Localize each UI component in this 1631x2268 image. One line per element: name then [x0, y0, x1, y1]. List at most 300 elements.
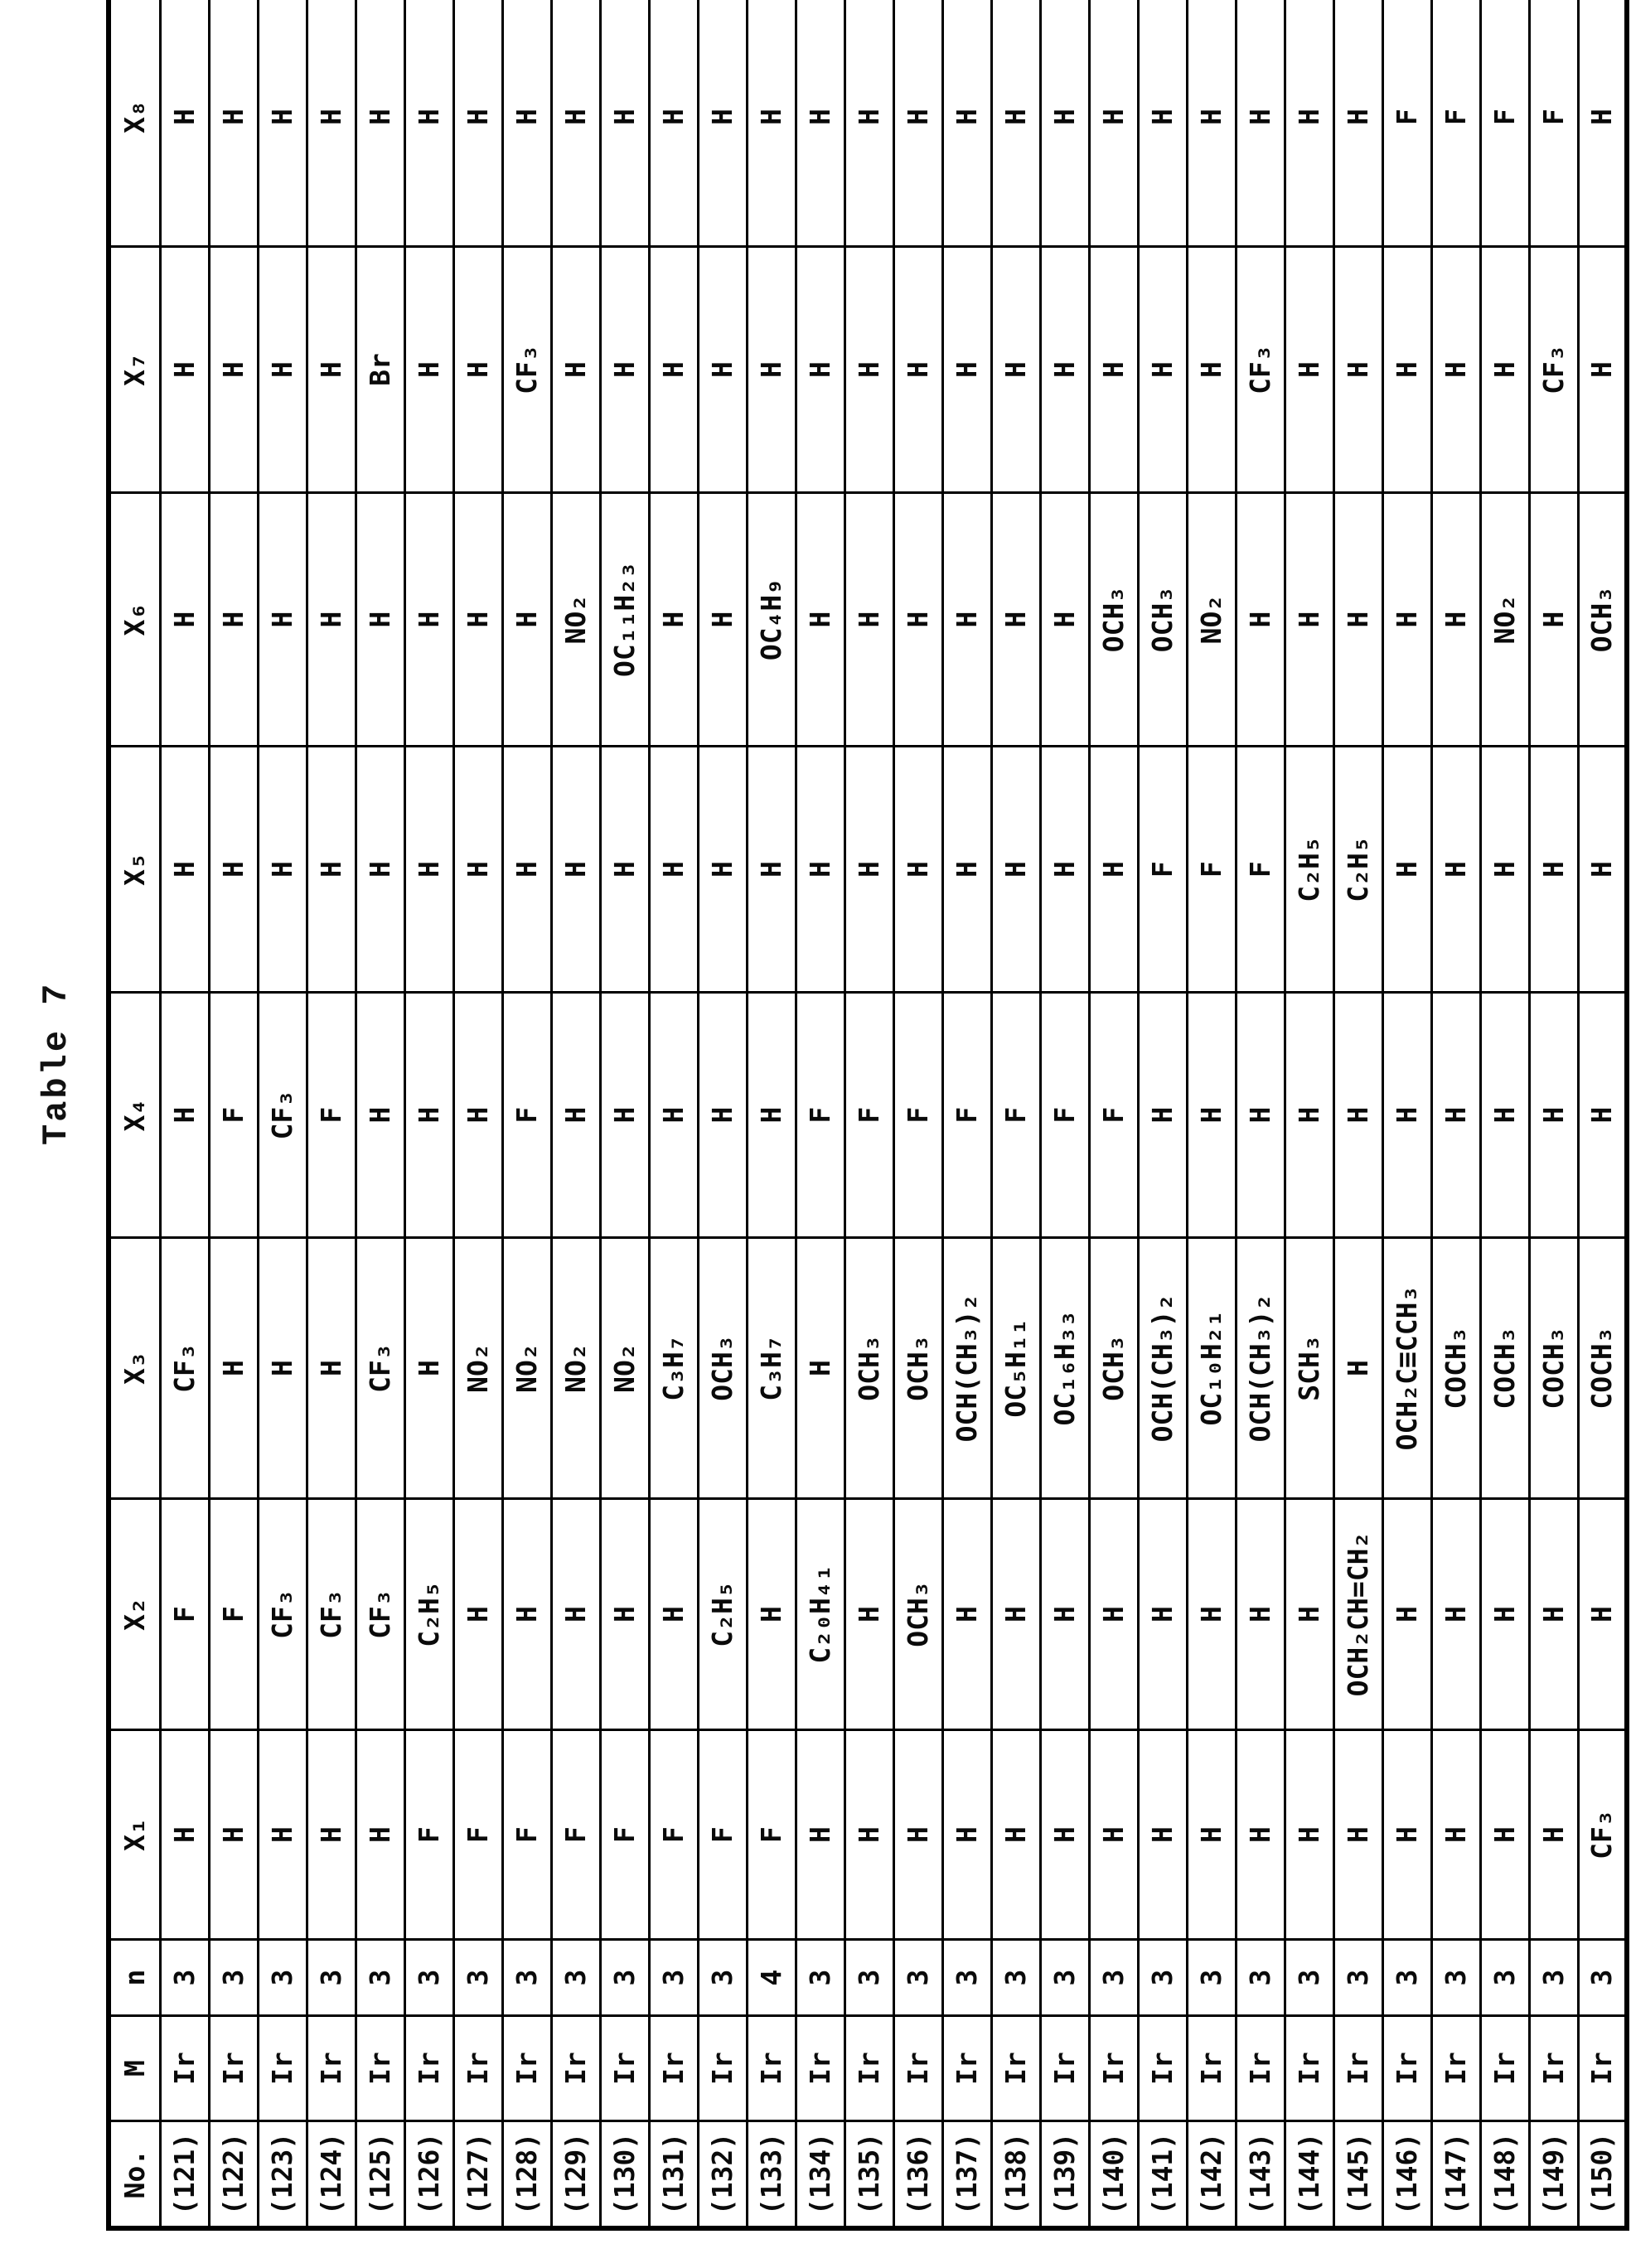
table-cell: H	[209, 0, 258, 247]
table-cell: (143)	[1236, 2121, 1285, 2229]
table-cell: F	[698, 1730, 747, 1940]
table-cell: OCH(CH₃)₂	[1138, 1238, 1187, 1499]
table-cell: 3	[404, 1940, 453, 2016]
table-row	[747, 0, 796, 2228]
table-cell: H	[258, 1730, 307, 1940]
table-cell: H	[796, 1238, 845, 1499]
table-cell: (145)	[1333, 2121, 1382, 2229]
table-row	[502, 0, 551, 2228]
table-cell: H	[307, 247, 356, 493]
table-caption: Table 7	[36, 981, 76, 1145]
table-cell: H	[796, 247, 845, 493]
table-cell: OC₄H₉	[747, 493, 796, 747]
table-cell: H	[845, 1730, 893, 1940]
table-cell: Ir	[942, 2016, 991, 2121]
table-cell: F	[845, 993, 893, 1238]
table-cell: OCH(CH₃)₂	[1236, 1238, 1285, 1499]
table-cell: H	[1382, 493, 1431, 747]
table-cell: H	[258, 247, 307, 493]
table-cell: H	[1578, 747, 1627, 993]
table-cell: F	[796, 993, 845, 1238]
table-cell: H	[160, 993, 209, 1238]
table-cell: H	[1089, 247, 1138, 493]
table-cell: C₂H₅	[1285, 747, 1333, 993]
compound-substituent-table	[106, 0, 1629, 2231]
table-cell: H	[356, 0, 404, 247]
table-cell: H	[747, 747, 796, 993]
table-cell: NO₂	[1480, 493, 1529, 747]
table-cell: H	[893, 0, 942, 247]
table-cell: H	[453, 1499, 502, 1730]
column-header: X₃	[109, 1238, 160, 1499]
table-cell: Ir	[1285, 2016, 1333, 2121]
table-cell: CF₃	[258, 1499, 307, 1730]
table-cell: H	[551, 0, 600, 247]
table-cell: H	[991, 247, 1040, 493]
table-cell: H	[160, 1730, 209, 1940]
table-cell: H	[1480, 1499, 1529, 1730]
table-cell: Ir	[698, 2016, 747, 2121]
table-cell: H	[1431, 493, 1480, 747]
table-cell: H	[404, 1238, 453, 1499]
table-cell: H	[1089, 0, 1138, 247]
table-cell: H	[942, 247, 991, 493]
table-cell: H	[1333, 0, 1382, 247]
table-cell: H	[796, 493, 845, 747]
table-cell: H	[453, 747, 502, 993]
table-cell: Ir	[1236, 2016, 1285, 2121]
table-row	[796, 0, 845, 2228]
table-cell: F	[1089, 993, 1138, 1238]
table-cell: OCH₃	[1089, 493, 1138, 747]
table-cell: OC₁₆H₃₃	[1040, 1238, 1089, 1499]
table-cell: OCH₃	[1138, 493, 1187, 747]
table-cell: H	[1382, 993, 1431, 1238]
table-cell: C₂H₅	[1333, 747, 1382, 993]
table-cell: H	[1529, 993, 1578, 1238]
table-cell: H	[1285, 993, 1333, 1238]
table-cell: H	[600, 993, 649, 1238]
table-cell: H	[1333, 493, 1382, 747]
table-cell: F	[502, 993, 551, 1238]
table-cell: H	[845, 493, 893, 747]
table-cell: H	[845, 0, 893, 247]
table-cell: H	[356, 1730, 404, 1940]
table-cell: H	[160, 247, 209, 493]
table-cell: H	[1382, 747, 1431, 993]
table-cell: H	[1138, 1499, 1187, 1730]
table-cell: H	[698, 0, 747, 247]
table-cell: (134)	[796, 2121, 845, 2229]
table-cell: (147)	[1431, 2121, 1480, 2229]
table-row	[1382, 0, 1431, 2228]
table-row	[991, 0, 1040, 2228]
table-cell: CF₃	[1529, 247, 1578, 493]
table-cell: (121)	[160, 2121, 209, 2229]
table-cell: OCH₃	[893, 1238, 942, 1499]
table-row	[1578, 0, 1627, 2228]
table-cell: H	[942, 1499, 991, 1730]
table-cell: F	[1236, 747, 1285, 993]
table-cell: (144)	[1285, 2121, 1333, 2229]
table-row	[698, 0, 747, 2228]
table-cell: H	[942, 493, 991, 747]
table-cell: F	[942, 993, 991, 1238]
table-cell: C₃H₇	[747, 1238, 796, 1499]
table-cell: H	[893, 247, 942, 493]
table-cell: H	[1578, 247, 1627, 493]
table-cell: H	[1529, 1730, 1578, 1940]
table-cell: 3	[160, 1940, 209, 2016]
table-cell: OCH₃	[698, 1238, 747, 1499]
table-cell: H	[404, 493, 453, 747]
table-cell: (149)	[1529, 2121, 1578, 2229]
table-cell: CF₃	[307, 1499, 356, 1730]
table-cell: (137)	[942, 2121, 991, 2229]
table-cell: (127)	[453, 2121, 502, 2229]
table-cell: H	[942, 1730, 991, 1940]
table-cell: 3	[258, 1940, 307, 2016]
table-cell: H	[991, 493, 1040, 747]
table-cell: Ir	[893, 2016, 942, 2121]
table-cell: 3	[698, 1940, 747, 2016]
table-cell: CF₃	[1578, 1730, 1627, 1940]
table-row	[1089, 0, 1138, 2228]
table-cell: (146)	[1382, 2121, 1431, 2229]
table-cell: NO₂	[453, 1238, 502, 1499]
table-cell: Ir	[600, 2016, 649, 2121]
table-cell: H	[307, 1730, 356, 1940]
table-cell: H	[600, 747, 649, 993]
table-cell: Ir	[1333, 2016, 1382, 2121]
table-cell: F	[209, 993, 258, 1238]
table-row	[942, 0, 991, 2228]
table-cell: (133)	[747, 2121, 796, 2229]
table-cell: 3	[1529, 1940, 1578, 2016]
table-cell: COCH₃	[1578, 1238, 1627, 1499]
table-cell: H	[600, 0, 649, 247]
table-cell: (142)	[1187, 2121, 1236, 2229]
table-cell: H	[1187, 993, 1236, 1238]
table-cell: Ir	[845, 2016, 893, 2121]
table-cell: H	[600, 1499, 649, 1730]
table-cell: H	[1285, 247, 1333, 493]
table-row	[160, 0, 209, 2228]
table-row	[307, 0, 356, 2228]
table-row	[453, 0, 502, 2228]
table-cell: H	[1480, 747, 1529, 993]
table-cell: H	[1431, 1499, 1480, 1730]
column-header: X₂	[109, 1499, 160, 1730]
table-cell: H	[258, 747, 307, 993]
table-cell: Br	[356, 247, 404, 493]
table-cell: H	[1529, 1499, 1578, 1730]
table-cell: CF₃	[1236, 247, 1285, 493]
column-header: X₆	[109, 493, 160, 747]
table-cell: F	[307, 993, 356, 1238]
table-cell: H	[747, 993, 796, 1238]
table-cell: CF₃	[160, 1238, 209, 1499]
table-cell: H	[1480, 993, 1529, 1238]
table-cell: OCH₂CH=CH₂	[1333, 1499, 1382, 1730]
table-cell: F	[991, 993, 1040, 1238]
table-cell: H	[1431, 247, 1480, 493]
table-cell: H	[1578, 1499, 1627, 1730]
table-cell: H	[1529, 493, 1578, 747]
table-cell: 3	[1187, 1940, 1236, 2016]
table-cell: 3	[356, 1940, 404, 2016]
table-cell: H	[1040, 1499, 1089, 1730]
table-cell: OC₅H₁₁	[991, 1238, 1040, 1499]
table-cell: H	[796, 0, 845, 247]
table-cell: H	[649, 0, 698, 247]
table-cell: H	[404, 247, 453, 493]
table-cell: Ir	[1382, 2016, 1431, 2121]
table-cell: H	[1285, 1499, 1333, 1730]
table-cell: 3	[845, 1940, 893, 2016]
table-cell: H	[258, 1238, 307, 1499]
table-cell: 3	[1138, 1940, 1187, 2016]
table-cell: F	[551, 1730, 600, 1940]
table-cell: Ir	[1089, 2016, 1138, 2121]
table-cell: H	[160, 493, 209, 747]
table-cell: H	[1040, 493, 1089, 747]
table-row	[258, 0, 307, 2228]
table-cell: H	[649, 247, 698, 493]
table-cell: 3	[453, 1940, 502, 2016]
table-cell: H	[551, 993, 600, 1238]
table-cell: H	[356, 993, 404, 1238]
table-cell: Ir	[1578, 2016, 1627, 2121]
table-cell: 3	[1431, 1940, 1480, 2016]
table-cell: H	[1089, 747, 1138, 993]
table-cell: (130)	[600, 2121, 649, 2229]
table-cell: H	[600, 247, 649, 493]
table-cell: H	[453, 493, 502, 747]
table-cell: H	[796, 747, 845, 993]
table-cell: (138)	[991, 2121, 1040, 2229]
table-cell: F	[1187, 747, 1236, 993]
table-cell: H	[1333, 1730, 1382, 1940]
table-cell: H	[1285, 1730, 1333, 1940]
table-cell: 3	[1382, 1940, 1431, 2016]
header-row	[109, 0, 160, 2228]
table-cell: H	[209, 493, 258, 747]
table-cell: H	[991, 0, 1040, 247]
table-cell: H	[1138, 247, 1187, 493]
table-cell: CF₃	[356, 1238, 404, 1499]
table-row	[1040, 0, 1089, 2228]
table-cell: H	[1236, 0, 1285, 247]
table-cell: H	[258, 0, 307, 247]
table-cell: H	[551, 747, 600, 993]
table-cell: H	[845, 1499, 893, 1730]
table-cell: C₂H₅	[698, 1499, 747, 1730]
table-cell: CF₃	[502, 247, 551, 493]
table-cell: SCH₃	[1285, 1238, 1333, 1499]
table-cell: H	[1089, 1730, 1138, 1940]
table-cell: Ir	[649, 2016, 698, 2121]
table-cell: H	[942, 0, 991, 247]
column-header: X₈	[109, 0, 160, 247]
table-cell: H	[1040, 0, 1089, 247]
table-row	[845, 0, 893, 2228]
table-cell: H	[893, 493, 942, 747]
table-cell: C₂H₅	[404, 1499, 453, 1730]
table-cell: (135)	[845, 2121, 893, 2229]
table-cell: H	[942, 747, 991, 993]
table-cell: F	[1480, 0, 1529, 247]
table-cell: (122)	[209, 2121, 258, 2229]
table-cell: F	[600, 1730, 649, 1940]
table-cell: H	[209, 247, 258, 493]
table-cell: H	[649, 993, 698, 1238]
table-cell: Ir	[356, 2016, 404, 2121]
table-cell: Ir	[1480, 2016, 1529, 2121]
table-cell: (126)	[404, 2121, 453, 2229]
table-cell: H	[893, 1730, 942, 1940]
table-cell: H	[649, 1499, 698, 1730]
table-cell: H	[1285, 493, 1333, 747]
table-cell: H	[1236, 493, 1285, 747]
table-cell: OCH₃	[1578, 493, 1627, 747]
table-cell: H	[1431, 747, 1480, 993]
table-cell: OCH₂C≡CCH₃	[1382, 1238, 1431, 1499]
table-cell: 3	[1040, 1940, 1089, 2016]
table-cell: H	[1333, 1238, 1382, 1499]
table-cell: H	[1480, 1730, 1529, 1940]
table-cell: F	[1382, 0, 1431, 247]
table-cell: (125)	[356, 2121, 404, 2229]
table-cell: H	[307, 0, 356, 247]
table-cell: H	[307, 747, 356, 993]
table-cell: OC₁₁H₂₃	[600, 493, 649, 747]
table-cell: H	[209, 1238, 258, 1499]
table-cell: H	[1382, 1499, 1431, 1730]
table-cell: Ir	[160, 2016, 209, 2121]
table-cell: (129)	[551, 2121, 600, 2229]
table-cell: Ir	[404, 2016, 453, 2121]
rotated-table-inner	[106, 18, 1623, 2231]
table-cell: H	[551, 1499, 600, 1730]
table-cell: NO₂	[502, 1238, 551, 1499]
table-cell: 3	[649, 1940, 698, 2016]
table-cell: COCH₃	[1480, 1238, 1529, 1499]
table-cell: H	[160, 0, 209, 247]
table-cell: C₂₀H₄₁	[796, 1499, 845, 1730]
table-row	[1529, 0, 1578, 2228]
table-row	[1138, 0, 1187, 2228]
table-cell: H	[1040, 1730, 1089, 1940]
table-cell: F	[1529, 0, 1578, 247]
table-cell: H	[1040, 747, 1089, 993]
table-cell: 3	[796, 1940, 845, 2016]
table-body	[160, 0, 1627, 2228]
table-cell: H	[1187, 1499, 1236, 1730]
table-cell: H	[1431, 1730, 1480, 1940]
table-cell: H	[1138, 0, 1187, 247]
table-cell: NO₂	[600, 1238, 649, 1499]
table-cell: F	[160, 1499, 209, 1730]
table-cell: H	[1578, 993, 1627, 1238]
table-cell: (123)	[258, 2121, 307, 2229]
table-cell: H	[649, 747, 698, 993]
table-cell: H	[1382, 1730, 1431, 1940]
table-cell: 3	[551, 1940, 600, 2016]
table-cell: H	[356, 493, 404, 747]
table-row	[356, 0, 404, 2228]
table-cell: Ir	[502, 2016, 551, 2121]
table-cell: H	[502, 493, 551, 747]
table-cell: F	[747, 1730, 796, 1940]
table-cell: H	[1089, 1499, 1138, 1730]
table-cell: F	[1040, 993, 1089, 1238]
table-cell: H	[160, 747, 209, 993]
table-cell: Ir	[307, 2016, 356, 2121]
table-cell: H	[404, 747, 453, 993]
table-cell: H	[845, 247, 893, 493]
table-cell: (132)	[698, 2121, 747, 2229]
table-cell: F	[453, 1730, 502, 1940]
table-cell: 3	[600, 1940, 649, 2016]
table-cell: F	[893, 993, 942, 1238]
table-cell: Ir	[551, 2016, 600, 2121]
table-cell: (136)	[893, 2121, 942, 2229]
table-cell: H	[1480, 247, 1529, 493]
table-row	[600, 0, 649, 2228]
table-row	[1333, 0, 1382, 2228]
table-cell: H	[1431, 993, 1480, 1238]
table-cell: H	[307, 493, 356, 747]
table-cell: H	[698, 993, 747, 1238]
table-cell: H	[1285, 0, 1333, 247]
table-cell: H	[404, 0, 453, 247]
table-cell: H	[1187, 247, 1236, 493]
table-cell: H	[502, 0, 551, 247]
table-row	[551, 0, 600, 2228]
column-header: X₁	[109, 1730, 160, 1940]
table-cell: H	[1187, 1730, 1236, 1940]
table-cell: OCH₃	[893, 1499, 942, 1730]
table-cell: 3	[1578, 1940, 1627, 2016]
column-header: X₇	[109, 247, 160, 493]
table-cell: H	[893, 747, 942, 993]
table-cell: H	[747, 0, 796, 247]
table-cell: Ir	[991, 2016, 1040, 2121]
table-cell: Ir	[258, 2016, 307, 2121]
table-cell: H	[1138, 993, 1187, 1238]
table-cell: H	[698, 493, 747, 747]
table-cell: H	[258, 493, 307, 747]
table-cell: H	[649, 493, 698, 747]
table-cell: Ir	[747, 2016, 796, 2121]
table-cell: 3	[1285, 1940, 1333, 2016]
table-cell: H	[209, 1730, 258, 1940]
table-cell: H	[698, 247, 747, 493]
table-cell: H	[1382, 247, 1431, 493]
table-cell: (124)	[307, 2121, 356, 2229]
table-cell: H	[502, 1499, 551, 1730]
table-cell: Ir	[1529, 2016, 1578, 2121]
table-cell: Ir	[1431, 2016, 1480, 2121]
table-cell: (128)	[502, 2121, 551, 2229]
table-header	[109, 0, 160, 2228]
table-cell: H	[1578, 0, 1627, 247]
table-cell: F	[1138, 747, 1187, 993]
column-header: M	[109, 2016, 160, 2121]
table-cell: C₃H₇	[649, 1238, 698, 1499]
table-cell: CF₃	[258, 993, 307, 1238]
